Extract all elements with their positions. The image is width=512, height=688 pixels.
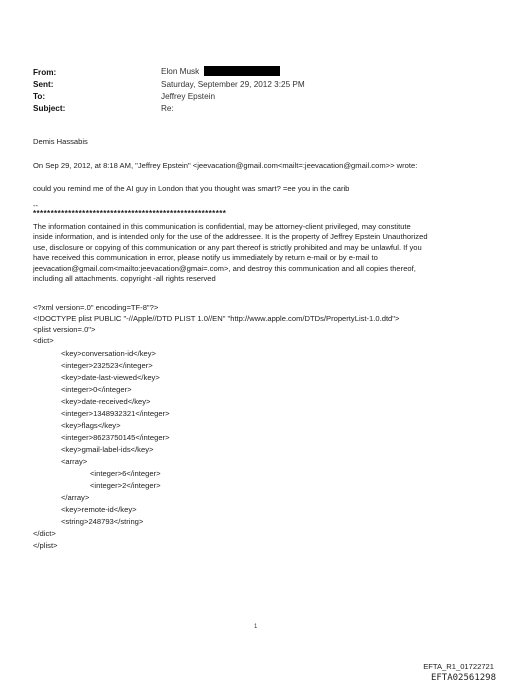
plist-line: <key>conversation-id</key> <box>61 349 156 358</box>
plist-line: <integer>8623750145</integer> <box>61 433 170 442</box>
from-value-row <box>161 66 280 76</box>
subject-value: Re: <box>161 104 174 113</box>
plist-line: </array> <box>61 493 90 502</box>
sent-label: Sent: <box>33 80 54 89</box>
quote-intro: On Sep 29, 2012, at 8:18 AM, "Jeffrey Epstein" <jeevacation@gmail.com<mailt=:jeevacation@gmail.com>> wrote: <box>33 161 418 170</box>
separator-stars: ******************************************************* <box>33 209 227 218</box>
disclaimer-line: jeevacation@gmail.com<mailto:jeevacation@gmai=.com>, and destroy this communication and all copies thereof, <box>33 263 416 273</box>
bates-number-secondary: EFTA02561298 <box>430 673 496 683</box>
xml-declaration: <?xml version=.0" encoding=TF-8"?> <box>33 303 159 312</box>
subject-label: Subject: <box>33 104 66 113</box>
signature-dashes: -- <box>33 201 39 210</box>
plist-line: <key>gmail-label-ids</key> <box>61 445 154 454</box>
disclaimer-line: The information contained in this communication is confidential, may be attorney-client privileged, may constitute <box>33 222 411 231</box>
plist-line: <integer>1348932321</integer> <box>61 409 170 418</box>
plist-line: <integer>0</integer> <box>61 385 132 394</box>
page-number: 1 <box>254 624 258 630</box>
plist-line: <string>248793</string> <box>61 517 144 526</box>
plist-line: <key>flags</key> <box>61 421 121 430</box>
doctype-line: <!DOCTYPE plist PUBLIC "-//Apple//DTD PLIST 1.0//EN" "http://www.apple.com/DTDs/PropertyList-1.0.dtd"> <box>33 314 400 323</box>
plist-line: <integer>232523</integer> <box>61 361 153 370</box>
plist-array-item: <integer>2</integer> <box>90 481 161 490</box>
plist-open-tag: <plist version=.0"> <box>33 325 96 334</box>
from-label: From: <box>33 68 57 77</box>
greeting-text: Demis Hassabis <box>33 137 88 146</box>
to-label: To: <box>33 92 46 101</box>
plist-line: <key>date-received</key> <box>61 397 151 406</box>
from-value: Elon Musk <box>161 67 200 76</box>
disclaimer-line: have received this communication in error, please notify us immediately by return e-mail or by e-mail to <box>33 253 378 263</box>
plist-line: <key>date-last-viewed</key> <box>61 373 160 382</box>
disclaimer-line: including all attachments. copyright -all rights reserved <box>33 274 216 284</box>
disclaimer-line: inside information, and is intended only for the use of the addressee. It is the property of Jeffrey Epstein Unauthorized <box>33 232 428 242</box>
redaction-box <box>204 66 280 76</box>
plist-close-tag: </plist> <box>33 541 58 550</box>
plist-line: <key>remote-id</key> <box>61 505 137 514</box>
disclaimer-paragraph <box>33 222 483 284</box>
dict-open-tag: <dict> <box>33 336 54 345</box>
bates-number-primary: EFTA_R1_01722721 <box>423 662 494 671</box>
dict-close-tag: </dict> <box>33 529 56 538</box>
plist-array-item: <integer>6</integer> <box>90 469 161 478</box>
to-value: Jeffrey Epstein <box>161 92 216 101</box>
plist-line: <array> <box>61 457 88 466</box>
quoted-message: could you remind me of the AI guy in London that you thought was smart? =ee you in the carib <box>33 184 350 193</box>
sent-value: Saturday, September 29, 2012 3:25 PM <box>161 80 305 89</box>
disclaimer-line: use, disclosure or copying of this communication or any part thereof is strictly prohibited and may be unlawful. If you <box>33 242 422 252</box>
